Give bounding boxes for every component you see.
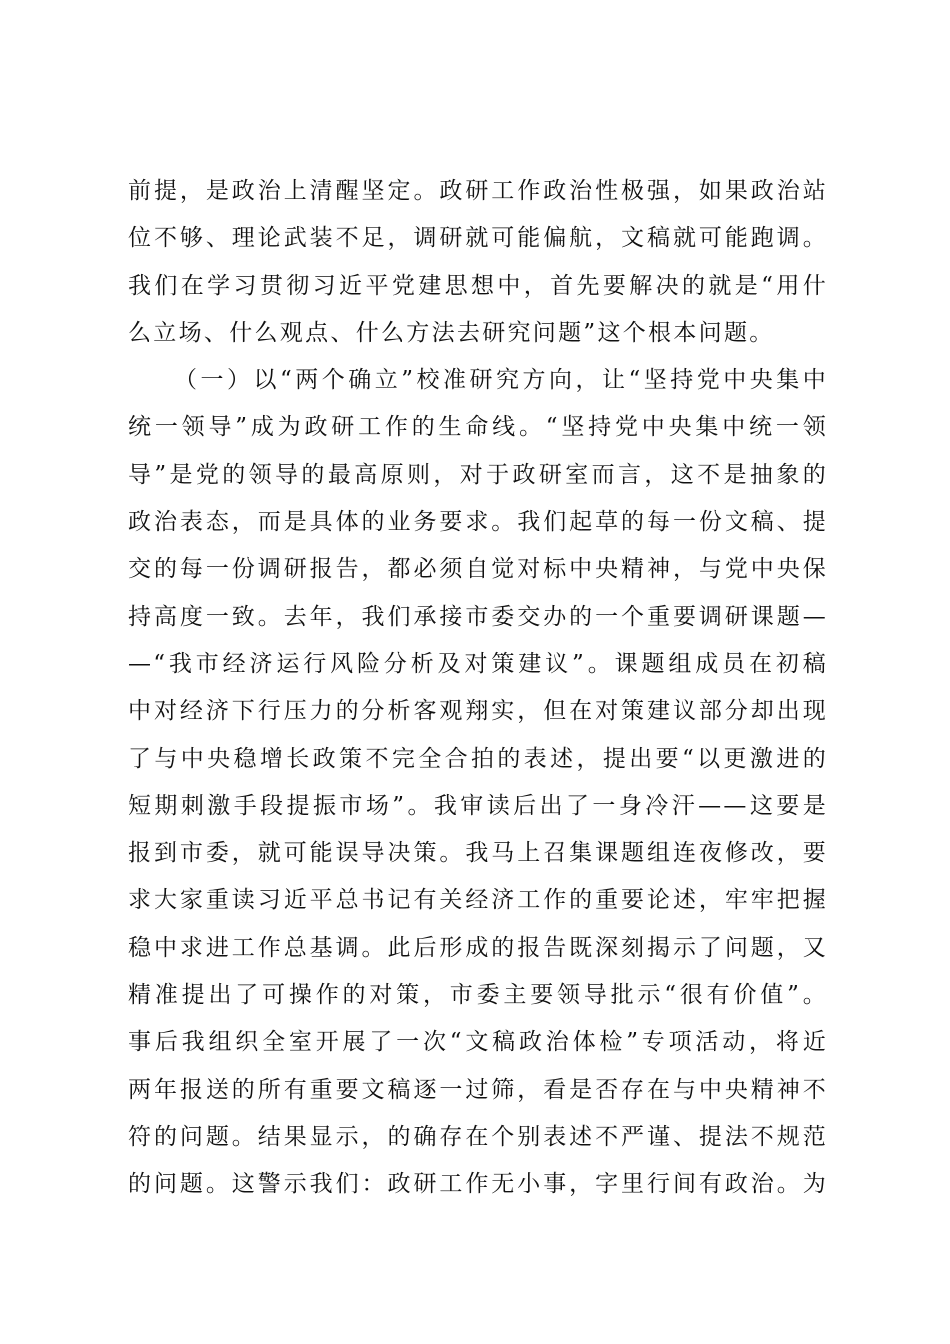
text-line: 稳中求进工作总基调。此后形成的报告既深刻揭示了问题，又 bbox=[128, 934, 828, 961]
text-line: 的问题。这警示我们：政研工作无小事，字里行间有政治。为 bbox=[128, 1171, 828, 1198]
text-line: 了与中央稳增长政策不完全合拍的表述，提出要“以更激进的 bbox=[128, 745, 828, 772]
text-line: 符的问题。结果显示，的确存在个别表述不严谨、提法不规范 bbox=[128, 1123, 828, 1150]
text-line: 短期刺激手段提振市场”。我审读后出了一身冷汗——这要是 bbox=[128, 792, 828, 819]
text-line: 求大家重读习近平总书记有关经济工作的重要论述，牢牢把握 bbox=[128, 887, 828, 914]
text-line: 导”是党的领导的最高原则，对于政研室而言，这不是抽象的 bbox=[128, 461, 828, 488]
text-line: 么立场、什么观点、什么方法去研究问题”这个根本问题。 bbox=[128, 319, 775, 346]
text-line: —“我市经济运行风险分析及对策建议”。课题组成员在初稿 bbox=[128, 650, 828, 677]
text-line: 精准提出了可操作的对策，市委主要领导批示“很有价值”。 bbox=[128, 982, 828, 1009]
text-line: 我们在学习贯彻习近平党建思想中，首先要解决的就是“用什 bbox=[128, 272, 828, 299]
text-line: 两年报送的所有重要文稿逐一过筛，看是否存在与中央精神不 bbox=[128, 1076, 828, 1103]
section-heading-line: （一）以“两个确立”校准研究方向，让“坚持党中央集中 bbox=[174, 367, 828, 394]
text-line: 政治表态，而是具体的业务要求。我们起草的每一份文稿、提 bbox=[128, 509, 828, 536]
body-text bbox=[128, 168, 828, 1209]
text-line: 持高度一致。去年，我们承接市委交办的一个重要调研课题— bbox=[128, 603, 828, 630]
text-line: 报到市委，就可能误导决策。我马上召集课题组连夜修改，要 bbox=[128, 840, 828, 867]
text-line: 事后我组织全室开展了一次“文稿政治体检”专项活动，将近 bbox=[128, 1029, 828, 1056]
text-line: 位不够、理论武装不足，调研就可能偏航，文稿就可能跑调。 bbox=[128, 225, 828, 252]
text-line: 中对经济下行压力的分析客观翔实，但在对策建议部分却出现 bbox=[128, 698, 828, 725]
text-line: 交的每一份调研报告，都必须自觉对标中央精神，与党中央保 bbox=[128, 556, 828, 583]
text-line: 统一领导”成为政研工作的生命线。“坚持党中央集中统一领 bbox=[128, 414, 828, 441]
text-line: 前提，是政治上清醒坚定。政研工作政治性极强，如果政治站 bbox=[128, 178, 828, 204]
